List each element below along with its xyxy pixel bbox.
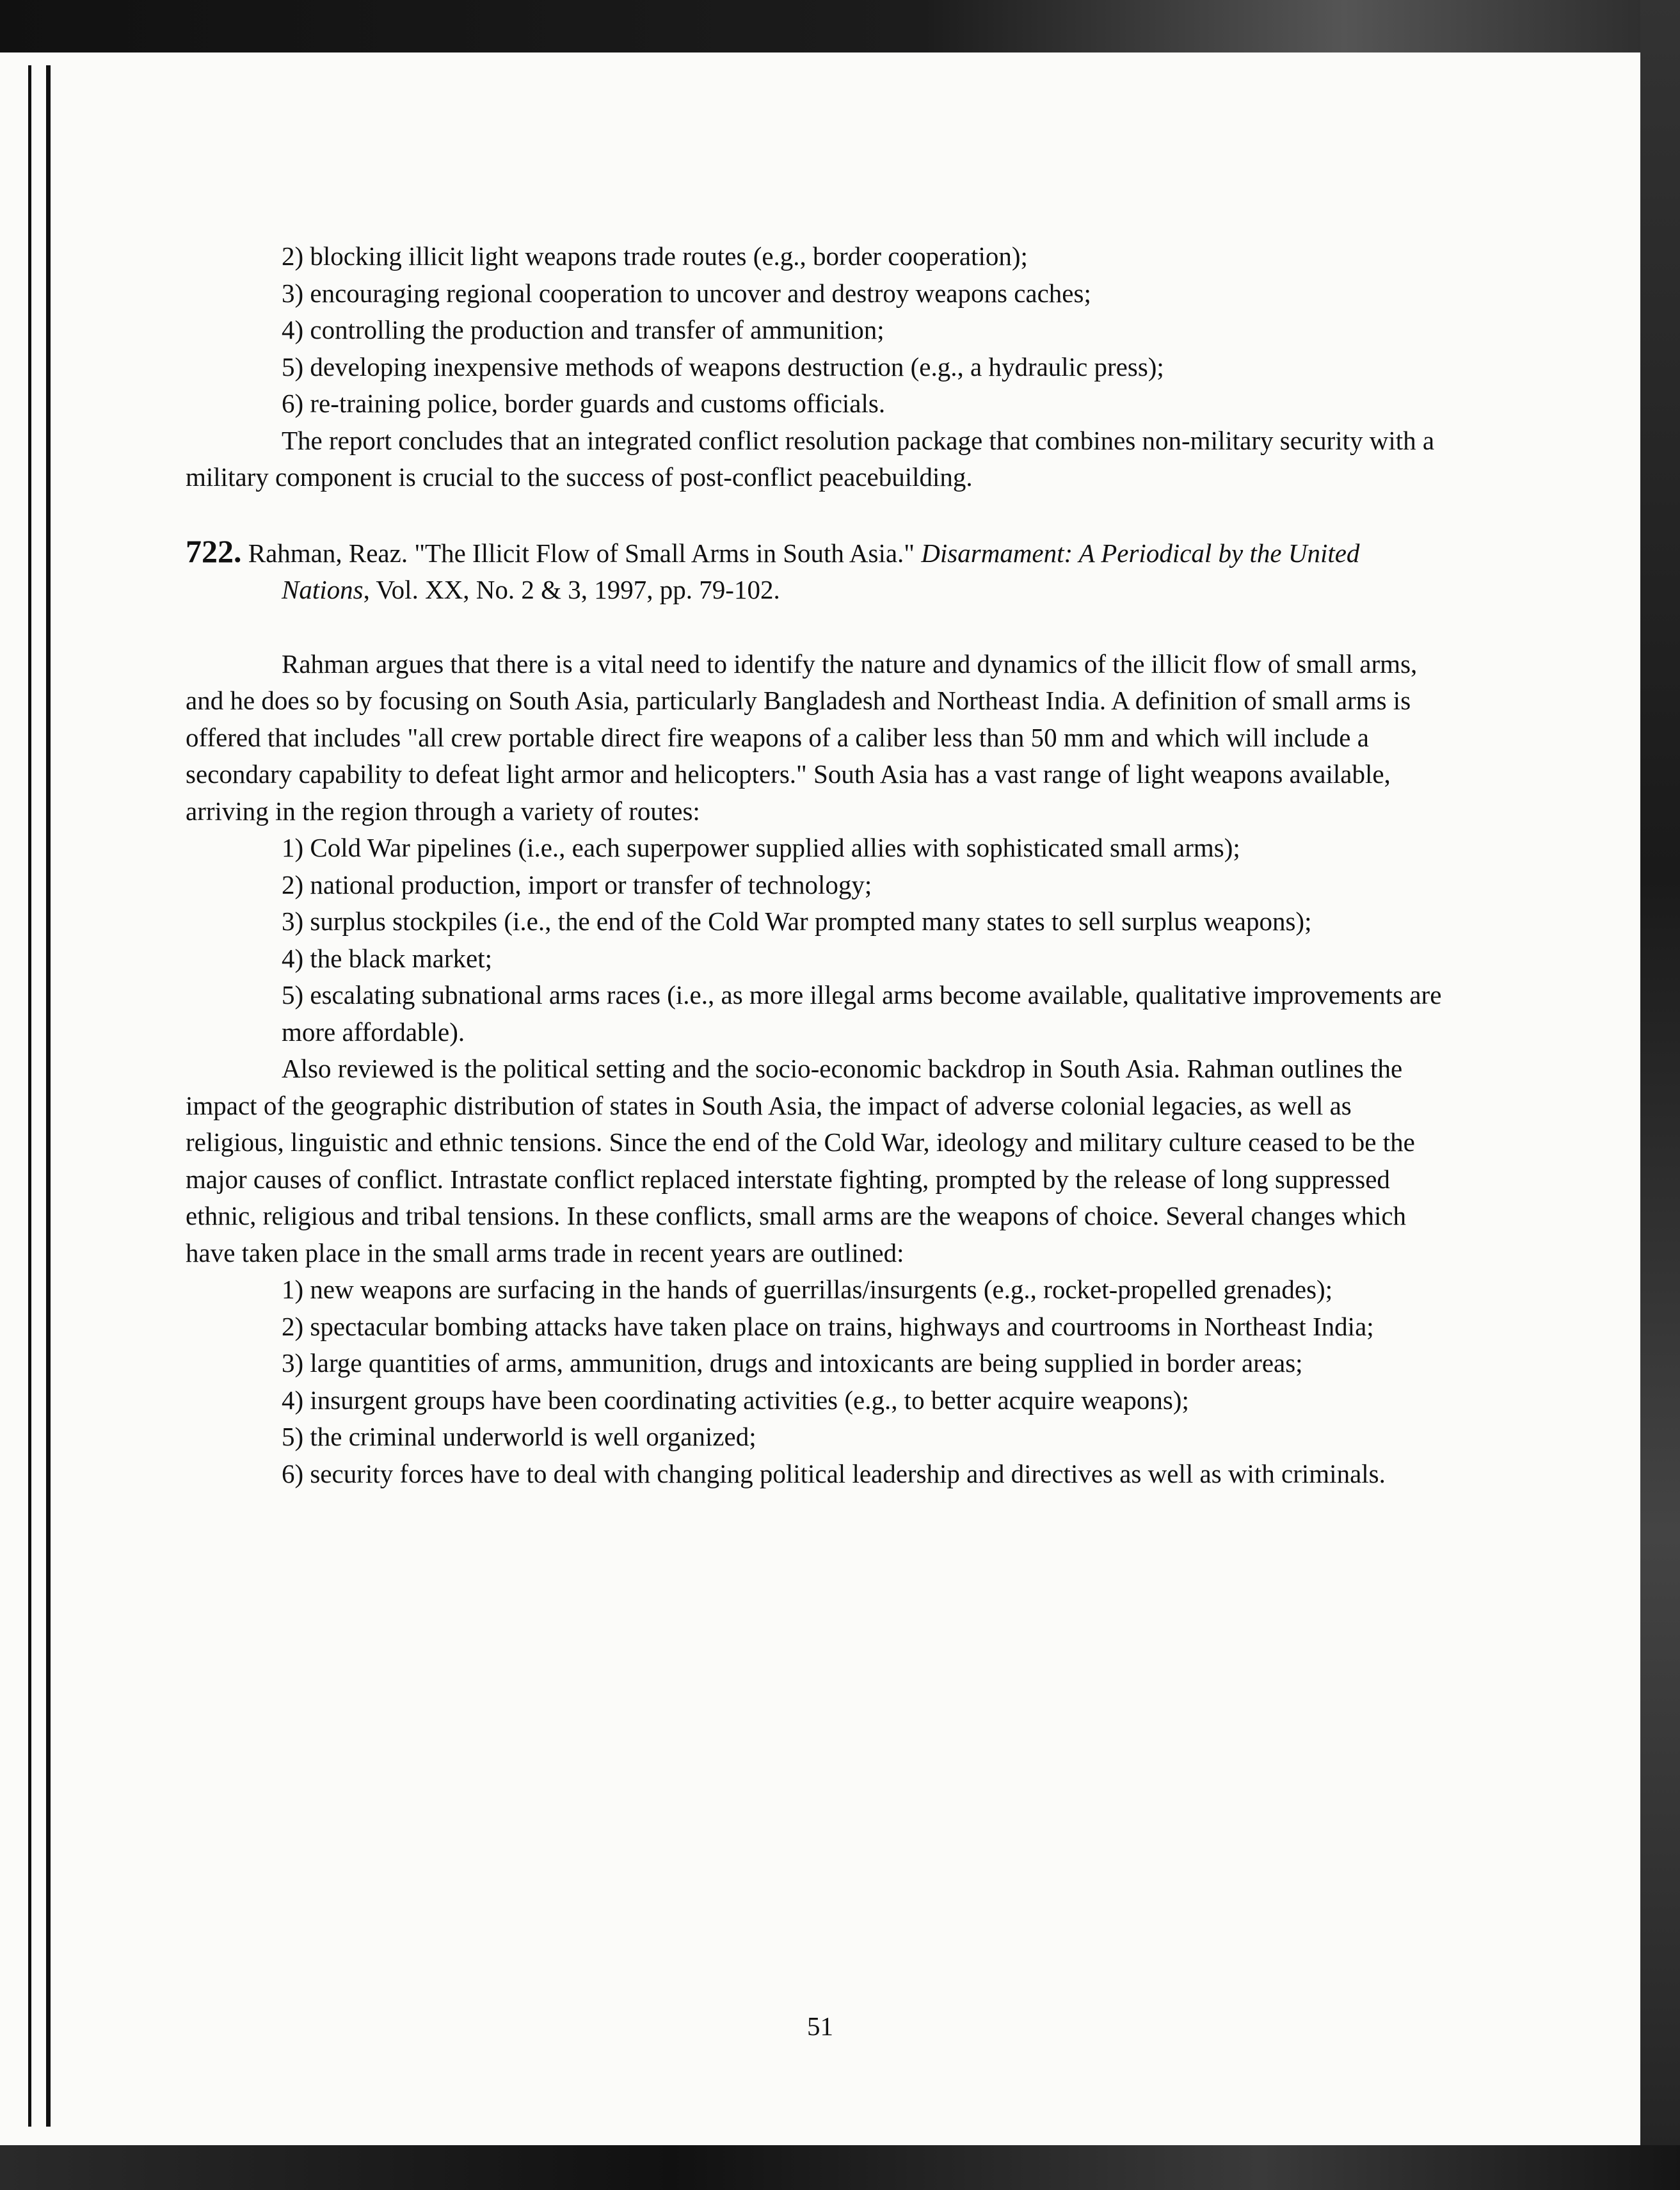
binding-rule-inner [46,65,51,2127]
conclusion-paragraph: The report concludes that an integrated conflict resolution package that combines non-military security with a military component is crucial to the success of post-conflict peacebuilding. [186,425,1435,492]
binding-rule-outer [28,65,31,2127]
list-item: 1) Cold War pipelines (i.e., each superpower supplied allies with sophisticated small arms); [282,833,1240,862]
list-item: 6) re-training police, border guards and customs officials. [282,389,886,418]
list-item: 1) new weapons are surfacing in the hands of guerrillas/insurgents (e.g., rocket-propelled grenades); [282,1275,1333,1304]
summary-paragraph-2: Also reviewed is the political setting and the socio-economic backdrop in South Asia. Rahman outlines the impact of the geographic distribution of states in South Asia, the impact of adverse colonial legacies, as well as religious, linguistic and ethnic tensions. Since the end of the Cold War, ideology and military culture ceased to be the major causes of conflict. Intrastate conflict replaced interstate fighting, prompted by the release of long suppressed ethnic, religious and tribal tensions. In these conflicts, small arms are the weapons of choice. Several changes which have taken place in the small arms trade in recent years are outlined: [186,1054,1415,1268]
entry-citation-start: Rahman, Reaz. "The Illicit Flow of Small Arms in South Asia." [248,538,922,568]
document-page [0,52,1640,2145]
scan-top-edge [0,0,1680,52]
list-item: 4) controlling the production and transfer of ammunition; [282,315,884,344]
list-item: 5) the criminal underworld is well organized; [282,1422,756,1451]
entry-citation-end: , Vol. XX, No. 2 & 3, 1997, pp. 79-102. [363,575,780,604]
list-item: 2) national production, import or transfer of technology; [282,869,872,899]
page-content [186,238,1453,1492]
list-item: 6) security forces have to deal with changing political leadership and directives as well as with criminals. [282,1458,1386,1488]
summary-paragraph-1: Rahman argues that there is a vital need to identify the nature and dynamics of the illicit flow of small arms, and he does so by focusing on South Asia, particularly Bangladesh and Northeast India. A definition of small arms is offered that includes "all crew portable direct fire weapons of a caliber less than 50 mm and which will include a secondary capability to defeat light armor and helicopters." South Asia has a vast range of light weapons available, arriving in the region through a variety of routes: [186,648,1418,826]
entry-journal: Disarmament: A Periodical by the United Nations [282,538,1360,604]
list-item: 3) encouraging regional cooperation to uncover and destroy weapons caches; [282,278,1091,308]
list-item: 3) surplus stockpiles (i.e., the end of the Cold War prompted many states to sell surplus weapons); [282,906,1312,936]
list-item: 4) insurgent groups have been coordinating activities (e.g., to better acquire weapons); [282,1385,1189,1415]
list-item: 2) blocking illicit light weapons trade routes (e.g., border cooperation); [282,241,1028,271]
section-gap [186,496,1453,533]
list-item: 5) escalating subnational arms races (i.e., as more illegal arms become available, qualitative improvements are more affordable). [282,980,1442,1047]
list-item: 4) the black market; [282,943,493,973]
list-item: 2) spectacular bombing attacks have taken place on trains, highways and courtrooms in Northeast India; [282,1311,1374,1341]
entry-number: 722. [186,533,242,569]
page-number: 51 [807,2011,833,2041]
scan-bottom-edge [0,2145,1680,2190]
scan-right-edge [1640,0,1680,2190]
list-item: 3) large quantities of arms, ammunition, drugs and intoxicants are being supplied in border areas; [282,1348,1303,1378]
bibliography-entry [186,533,1453,609]
list-item: 5) developing inexpensive methods of weapons destruction (e.g., a hydraulic press); [282,351,1164,382]
section-gap [186,609,1453,646]
